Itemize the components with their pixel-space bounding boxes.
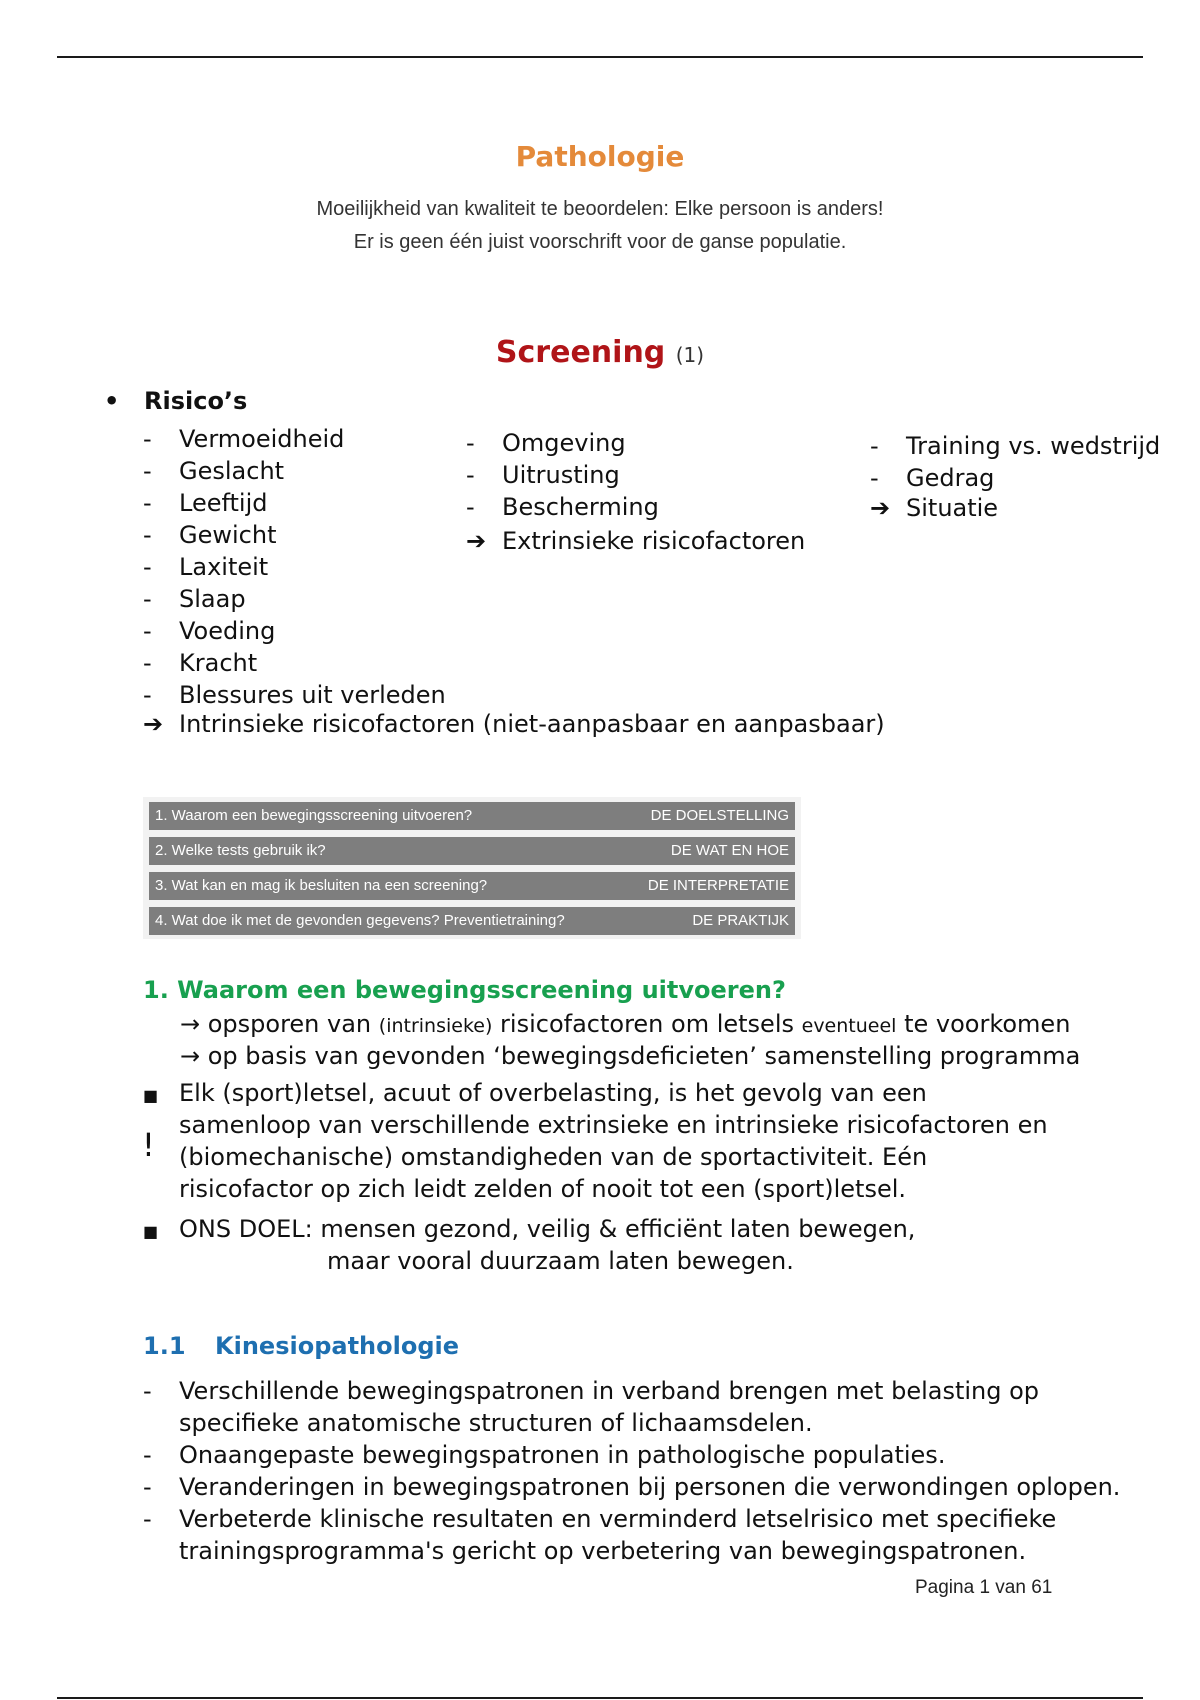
list-item: - Verbeterde klinische resultaten en verminderd letselrisico met specifieke trainingsprogramma's gericht op verbetering van bewegingspatronen. [143, 1505, 1057, 1565]
list-item: - Onaangepaste bewegingspatronen in pathologische populaties. [143, 1441, 946, 1469]
list-item: - Slaap [143, 585, 246, 613]
list-item: - Blessures uit verleden [143, 681, 446, 709]
risks-heading [104, 387, 247, 415]
list-item: - Leeftijd [143, 489, 268, 517]
screening-title-text: Screening [495, 335, 666, 370]
section-1-bullet-1: Elk (sport)letsel, acuut of overbelasting, is het gevolg van een samenloop van verschillende extrinsieke en intrinsieke risicofactoren en (biomechanische) omstandigheden van de sportactiviteit. Eén risicofactor op zich leidt zelden of nooit tot een (sport)letsel. [179, 1079, 1048, 1203]
table-row: 2. Welke tests gebruik ik? DE WAT EN HOE [149, 837, 795, 865]
list-item: - Geslacht [143, 457, 285, 485]
extrinsic-conclusion: ➔ Extrinsieke risicofactoren [466, 527, 806, 555]
kinesiopathology-list [143, 1375, 1120, 1567]
page-number: Pagina 1 van 61 [915, 1577, 1053, 1598]
list-item: - Uitrusting [466, 461, 620, 489]
extrinsic-list [466, 427, 659, 523]
list-item: - Training vs. wedstrijd [870, 432, 1161, 460]
list-item: - Kracht [143, 649, 258, 677]
list-item: - Verschillende bewegingspatronen in verband brengen met belasting op specifieke anatomische structuren of lichaamsdelen. [143, 1377, 1040, 1437]
risks-heading-text: Risico’s [144, 387, 248, 415]
subtitle-line-2: Er is geen één juist voorschrift voor de ganse populatie. [353, 231, 847, 253]
exclamation-mark: ! [142, 1126, 155, 1164]
list-item: - Vermoeidheid [143, 425, 345, 453]
list-item: - Veranderingen in bewegingspatronen bij personen die verwondingen oplopen. [143, 1473, 1121, 1501]
list-item: - Gedrag [870, 464, 995, 492]
page-title: Pathologie [515, 140, 685, 173]
intrinsic-list [143, 423, 446, 711]
situation-conclusion: ➔ Situatie [870, 494, 999, 522]
top-rule [57, 56, 1143, 58]
intrinsic-conclusion: ➔ Intrinsieke risicofactoren (niet-aanpasbaar en aanpasbaar) [143, 710, 885, 738]
situation-list [870, 430, 1160, 494]
arrow-right-icon: ➔ [143, 710, 164, 738]
screening-number: (1) [675, 343, 705, 367]
list-item: - Gewicht [143, 521, 277, 549]
arrow-right-icon: ➔ [466, 527, 487, 555]
screening-title [0, 335, 1200, 370]
section-1-line-1: → opsporen van (intrinsieke) risicofactoren om letsels eventueel te voorkomen [180, 1010, 1071, 1038]
section-1-heading: 1. Waarom een bewegingsscreening uitvoeren? [143, 976, 786, 1004]
list-item: - Omgeving [466, 429, 626, 457]
table-row: 4. Wat doe ik met de gevonden gegevens? Preventietraining? DE PRAKTIJK [149, 907, 795, 935]
arrow-right-icon: ➔ [870, 494, 891, 522]
section-1-line-2: → op basis van gevonden ‘bewegingsdeficieten’ samenstelling programma [180, 1042, 1081, 1070]
table-row: 3. Wat kan en mag ik besluiten na een screening? DE INTERPRETATIE [149, 872, 795, 900]
section-1-1-heading: 1.1 Kinesiopathologie [143, 1332, 460, 1360]
table-row: 1. Waarom een bewegingsscreening uitvoeren? DE DOELSTELLING [149, 802, 795, 830]
list-item: - Bescherming [466, 493, 659, 521]
subtitle-line-1: Moeilijkheid van kwaliteit te beoordelen: Elke persoon is anders! [316, 198, 884, 220]
square-bullet: ■ [143, 1086, 159, 1105]
bullet-dot: • [104, 387, 120, 415]
square-bullet: ■ [143, 1222, 159, 1241]
bottom-rule [57, 1697, 1143, 1699]
list-item: - Laxiteit [143, 553, 269, 581]
overview-table [143, 797, 801, 939]
list-item: - Voeding [143, 617, 276, 645]
section-1-bullet-2: ONS DOEL: mensen gezond, veilig & efficiënt laten bewegen, maar vooral duurzaam laten bewegen. [179, 1215, 916, 1275]
